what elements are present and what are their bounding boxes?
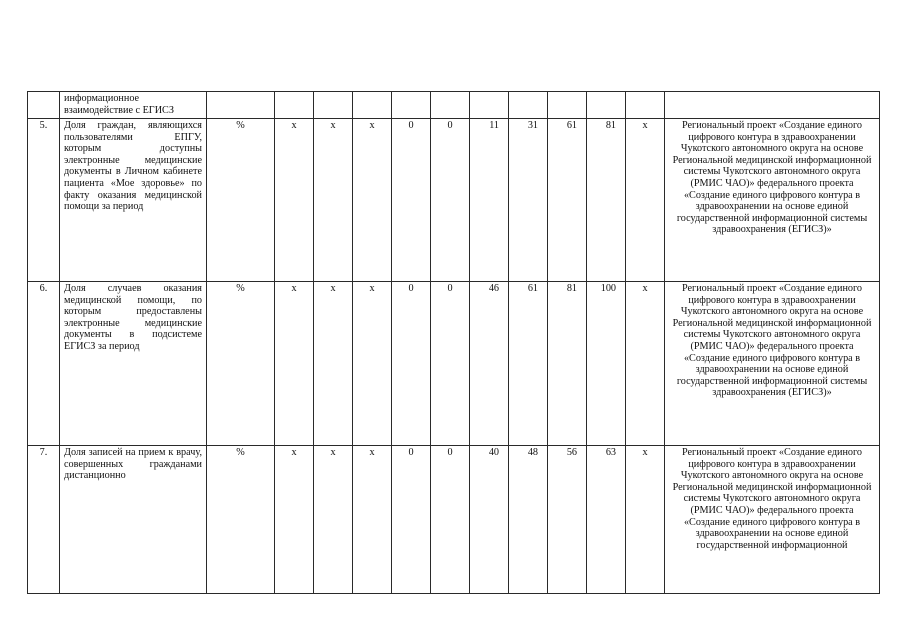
- unit-cell: %: [207, 119, 275, 282]
- value-cell: [353, 92, 392, 119]
- row-number: 6.: [28, 282, 60, 446]
- indicators-table: [27, 91, 880, 594]
- indicator-name: Доля граждан, являющихся пользователями ЕПГУ, которым доступны электронные медицинские документы в Личном кабинете пациента «Мое здоровье» по факту оказания медицинской помощи за период: [60, 119, 207, 282]
- value-cell: x: [626, 446, 665, 594]
- table-row: [28, 282, 880, 446]
- indicator-name: Доля случаев оказания медицинской помощи, по которым предоставлены электронные медицинские документы в подсистеме ЕГИСЗ за период: [60, 282, 207, 446]
- source-project-cell: [665, 92, 880, 119]
- value-cell: [587, 92, 626, 119]
- value-cell: 31: [509, 119, 548, 282]
- value-cell: [275, 92, 314, 119]
- value-cell: 61: [548, 119, 587, 282]
- indicator-name: информационное взаимодействие с ЕГИСЗ: [60, 92, 207, 119]
- value-cell: x: [314, 119, 353, 282]
- value-cell: x: [353, 119, 392, 282]
- value-cell: 40: [470, 446, 509, 594]
- unit-cell: %: [207, 282, 275, 446]
- value-cell: [470, 92, 509, 119]
- value-cell: x: [275, 446, 314, 594]
- value-cell: x: [353, 446, 392, 594]
- value-cell: 0: [392, 282, 431, 446]
- source-project-cell: Региональный проект «Создание единого цифрового контура в здравоохранении Чукотского автономного округа на основе Региональной медицинской информационной системы Чукотского автономного округа (РМИС ЧАО)» федерального проекта «Создание единого цифрового контура в здравоохранении на основе единой государственной информационной системы здравоохранения (ЕГИСЗ)»: [665, 282, 880, 446]
- value-cell: 0: [431, 446, 470, 594]
- table-row: [28, 92, 880, 119]
- source-project-cell: Региональный проект «Создание единого цифрового контура в здравоохранении Чукотского автономного округа на основе Региональной медицинской информационной системы Чукотского автономного округа (РМИС ЧАО)» федерального проекта «Создание единого цифрового контура в здравоохранении на основе единой государственной информационной системы здравоохранения (ЕГИСЗ)»: [665, 119, 880, 282]
- table-row: [28, 119, 880, 282]
- row-number: 7.: [28, 446, 60, 594]
- unit-cell: %: [207, 446, 275, 594]
- value-cell: [314, 92, 353, 119]
- value-cell: [509, 92, 548, 119]
- value-cell: x: [275, 119, 314, 282]
- value-cell: 48: [509, 446, 548, 594]
- value-cell: 0: [392, 446, 431, 594]
- value-cell: x: [314, 446, 353, 594]
- value-cell: 81: [587, 119, 626, 282]
- value-cell: x: [314, 282, 353, 446]
- value-cell: x: [626, 119, 665, 282]
- value-cell: x: [275, 282, 314, 446]
- value-cell: 81: [548, 282, 587, 446]
- row-number: [28, 92, 60, 119]
- row-number: 5.: [28, 119, 60, 282]
- value-cell: x: [626, 282, 665, 446]
- value-cell: x: [353, 282, 392, 446]
- value-cell: 63: [587, 446, 626, 594]
- value-cell: 0: [392, 119, 431, 282]
- value-cell: 46: [470, 282, 509, 446]
- source-project-cell: Региональный проект «Создание единого цифрового контура в здравоохранении Чукотского автономного округа на основе Региональной медицинской информационной системы Чукотского автономного округа (РМИС ЧАО)» федерального проекта «Создание единого цифрового контура в здравоохранении на основе единой государственной информационной: [665, 446, 880, 594]
- indicator-name: Доля записей на прием к врачу, совершенных гражданами дистанционно: [60, 446, 207, 594]
- value-cell: [626, 92, 665, 119]
- table-row: [28, 446, 880, 594]
- value-cell: [392, 92, 431, 119]
- value-cell: 0: [431, 119, 470, 282]
- value-cell: [431, 92, 470, 119]
- value-cell: 0: [431, 282, 470, 446]
- unit-cell: [207, 92, 275, 119]
- value-cell: 56: [548, 446, 587, 594]
- value-cell: 11: [470, 119, 509, 282]
- value-cell: [548, 92, 587, 119]
- value-cell: 61: [509, 282, 548, 446]
- value-cell: 100: [587, 282, 626, 446]
